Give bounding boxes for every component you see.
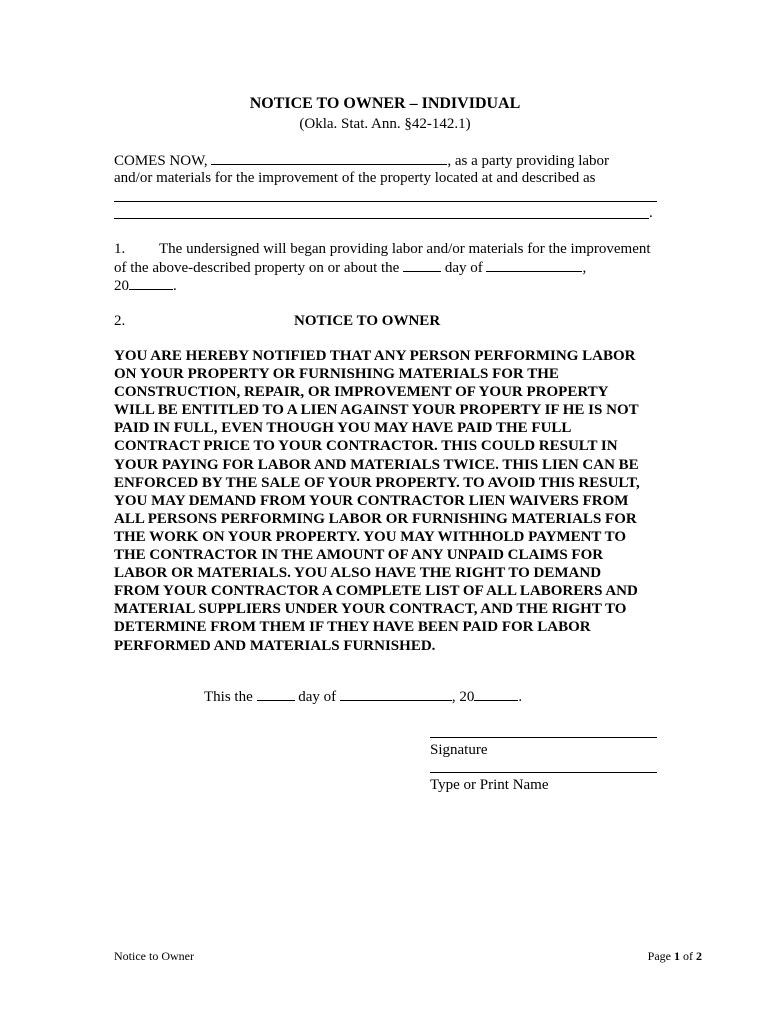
footer-doc-name: Notice to Owner <box>114 949 194 963</box>
notice-heading: NOTICE TO OWNER <box>294 313 441 329</box>
notice-line: CONSTRUCTION, REPAIR, OR IMPROVEMENT OF YOUR PROPERTY <box>114 384 609 401</box>
year-prefix-text: , 20 <box>451 689 475 705</box>
notice-line: PAID IN FULL, EVEN THOUGH YOU MAY HAVE PAID THE FULL <box>114 420 572 437</box>
page-current: 1 <box>674 949 680 963</box>
year-prefix-text: 20 <box>114 278 129 294</box>
notice-line: MATERIAL SUPPLIERS UNDER YOUR CONTRACT, AND THE RIGHT TO <box>114 601 627 618</box>
page-of: of <box>683 949 693 963</box>
this-the-text: This the <box>204 689 253 705</box>
item-1-line-1: The undersigned will began providing labor and/or materials for the improvement <box>159 241 651 257</box>
sign-month-blank[interactable] <box>340 687 452 701</box>
signature-label: Signature <box>430 742 488 758</box>
item-1-line-2 <box>114 258 586 277</box>
day-of-text: day of <box>444 260 483 276</box>
footer-page-number <box>0 949 702 964</box>
sign-day-blank[interactable] <box>257 687 295 701</box>
intro-line-2: and/or materials for the improvement of the property located at and described as <box>114 170 596 186</box>
notice-line: YOUR PAYING FOR LABOR AND MATERIALS TWICE. THIS LIEN CAN BE <box>114 456 639 473</box>
statute-citation: (Okla. Stat. Ann. §42-142.1) <box>299 116 471 132</box>
property-description-period: . <box>649 205 653 221</box>
notice-line: FROM YOUR CONTRACTOR A COMPLETE LIST OF ALL LABORERS AND <box>114 583 638 600</box>
start-date-text: of the above-described property on or about the <box>114 260 400 276</box>
intro-line-1 <box>114 151 609 170</box>
party-name-blank[interactable] <box>211 151 447 165</box>
item-1-number: 1. <box>114 241 126 257</box>
notice-line: WILL BE ENTITLED TO A LIEN AGAINST YOUR PROPERTY IF HE IS NOT <box>114 402 639 419</box>
notice-line: PERFORMED AND MATERIALS FURNISHED. <box>114 637 436 654</box>
item-2-number: 2. <box>114 313 126 329</box>
document-title: NOTICE TO OWNER – INDIVIDUAL <box>249 95 521 112</box>
period-text: . <box>173 278 177 294</box>
day-of-text: day of <box>298 689 337 705</box>
period-text: . <box>518 689 523 705</box>
notice-line: DETERMINE FROM THEM IF THEY HAVE BEEN PAID FOR LABOR <box>114 619 591 636</box>
comma-text: , <box>582 260 587 276</box>
party-role-text: , as a party providing labor <box>447 153 610 169</box>
notice-line: THE WORK ON YOUR PROPERTY. YOU MAY WITHHOLD PAYMENT TO <box>114 528 627 545</box>
page-prefix: Page <box>647 949 671 963</box>
notice-line: ALL PERSONS PERFORMING LABOR OR FURNISHING MATERIALS FOR <box>114 510 637 527</box>
notice-line: ENFORCED BY THE SALE OF YOUR PROPERTY. TO AVOID THIS RESULT, <box>114 474 640 491</box>
property-description-blank-1[interactable] <box>114 201 657 202</box>
print-name-line[interactable] <box>430 772 657 773</box>
notice-line: ON YOUR PROPERTY OR FURNISHING MATERIALS FOR THE <box>114 366 559 383</box>
page-total: 2 <box>696 949 702 963</box>
start-month-blank[interactable] <box>486 258 582 272</box>
comes-now-text: COMES NOW, <box>114 153 208 169</box>
notice-body <box>114 347 659 655</box>
property-description-blank-2[interactable] <box>114 218 649 219</box>
start-year-blank[interactable] <box>129 276 173 290</box>
notice-line: YOU MAY DEMAND FROM YOUR CONTRACTOR LIEN WAIVERS FROM <box>114 492 629 509</box>
notice-line: YOU ARE HEREBY NOTIFIED THAT ANY PERSON PERFORMING LABOR <box>114 348 636 364</box>
notice-line: THE CONTRACTOR IN THE AMOUNT OF ANY UNPAID CLAIMS FOR <box>114 547 604 564</box>
print-name-label: Type or Print Name <box>430 777 549 793</box>
notice-line: LABOR OR MATERIALS. YOU ALSO HAVE THE RIGHT TO DEMAND <box>114 565 602 582</box>
dateline <box>204 687 522 706</box>
sign-year-blank[interactable] <box>474 687 518 701</box>
signature-line[interactable] <box>430 737 657 738</box>
start-day-blank[interactable] <box>403 258 441 272</box>
notice-line: CONTRACT PRICE TO YOUR CONTRACTOR. THIS COULD RESULT IN <box>114 438 618 455</box>
item-1-line-3 <box>114 276 177 295</box>
